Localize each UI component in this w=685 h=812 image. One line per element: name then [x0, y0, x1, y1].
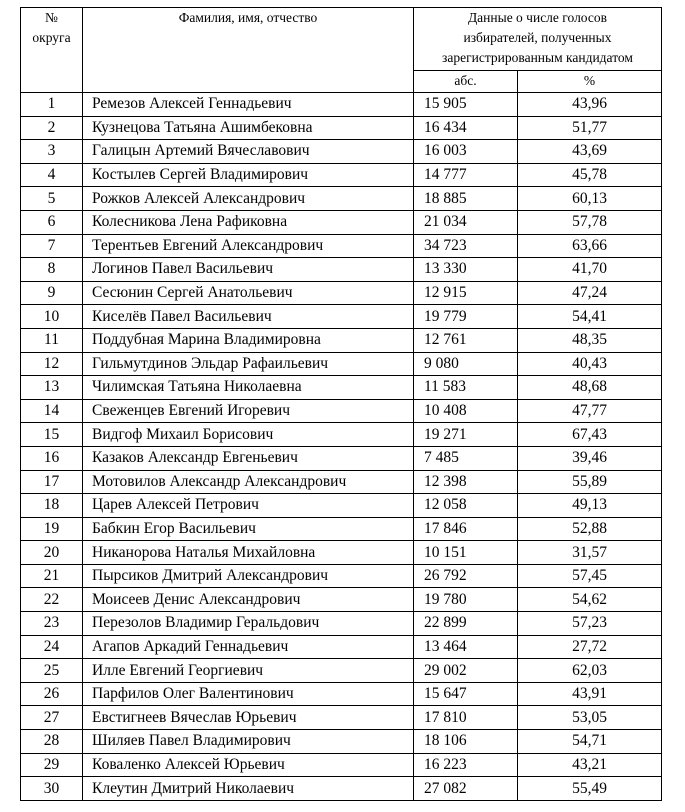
votes-percent-cell: 43,91 [518, 682, 662, 706]
votes-absolute-cell: 12 398 [414, 470, 518, 494]
header-absolute: абс. [414, 71, 518, 93]
table-row [21, 659, 662, 683]
candidate-name-cell: Мотовилов Александр Александрович [83, 470, 414, 494]
district-number-cell: 4 [21, 163, 83, 187]
district-number-cell: 27 [21, 706, 83, 730]
district-number-cell: 30 [21, 777, 83, 801]
votes-absolute-cell: 18 106 [414, 730, 518, 754]
votes-percent-cell: 55,89 [518, 470, 662, 494]
table-row [21, 281, 662, 305]
table-row [21, 682, 662, 706]
results-table [20, 7, 662, 801]
candidate-name-cell: Никанорова Наталья Михайловна [83, 541, 414, 565]
votes-absolute-cell: 16 003 [414, 140, 518, 164]
votes-percent-cell: 57,23 [518, 612, 662, 636]
votes-absolute-cell: 34 723 [414, 234, 518, 258]
candidate-name-cell: Киселёв Павел Васильевич [83, 305, 414, 329]
votes-absolute-cell: 19 271 [414, 423, 518, 447]
candidate-name-cell: Казаков Александр Евгеньевич [83, 446, 414, 470]
votes-percent-cell: 54,71 [518, 730, 662, 754]
votes-percent-cell: 51,77 [518, 116, 662, 140]
votes-absolute-cell: 9 080 [414, 352, 518, 376]
district-number-cell: 3 [21, 140, 83, 164]
table-row [21, 328, 662, 352]
votes-percent-cell: 45,78 [518, 163, 662, 187]
table-row [21, 777, 662, 801]
district-number-cell: 22 [21, 588, 83, 612]
table-row [21, 258, 662, 282]
candidate-name-cell: Бабкин Егор Васильевич [83, 517, 414, 541]
votes-absolute-cell: 13 464 [414, 635, 518, 659]
table-row [21, 376, 662, 400]
table-row [21, 541, 662, 565]
votes-absolute-cell: 10 151 [414, 541, 518, 565]
candidate-name-cell: Свеженцев Евгений Игоревич [83, 399, 414, 423]
candidate-name-cell: Костылев Сергей Владимирович [83, 163, 414, 187]
header-percent: % [518, 71, 662, 93]
candidate-name-cell: Терентьев Евгений Александрович [83, 234, 414, 258]
candidate-name-cell: Колесникова Лена Рафиковна [83, 210, 414, 234]
votes-absolute-cell: 12 915 [414, 281, 518, 305]
district-number-cell: 29 [21, 753, 83, 777]
district-number-cell: 7 [21, 234, 83, 258]
district-number-cell: 17 [21, 470, 83, 494]
candidate-name-cell: Парфилов Олег Валентинович [83, 682, 414, 706]
table-row [21, 517, 662, 541]
votes-percent-cell: 39,46 [518, 446, 662, 470]
votes-absolute-cell: 17 810 [414, 706, 518, 730]
table-row [21, 93, 662, 117]
votes-absolute-cell: 27 082 [414, 777, 518, 801]
district-number-cell: 6 [21, 210, 83, 234]
district-number-cell: 26 [21, 682, 83, 706]
district-number-cell: 15 [21, 423, 83, 447]
votes-percent-cell: 52,88 [518, 517, 662, 541]
votes-percent-cell: 62,03 [518, 659, 662, 683]
candidate-name-cell: Клеутин Дмитрий Николаевич [83, 777, 414, 801]
candidate-name-cell: Царев Алексей Петрович [83, 494, 414, 518]
votes-percent-cell: 54,62 [518, 588, 662, 612]
candidate-name-cell: Логинов Павел Васильевич [83, 258, 414, 282]
votes-absolute-cell: 16 434 [414, 116, 518, 140]
votes-absolute-cell: 22 899 [414, 612, 518, 636]
table-row [21, 399, 662, 423]
votes-percent-cell: 67,43 [518, 423, 662, 447]
table-row [21, 470, 662, 494]
table-row [21, 234, 662, 258]
votes-absolute-cell: 12 761 [414, 328, 518, 352]
candidate-name-cell: Видгоф Михаил Борисович [83, 423, 414, 447]
table-row [21, 187, 662, 211]
district-number-cell: 2 [21, 116, 83, 140]
votes-absolute-cell: 15 905 [414, 93, 518, 117]
votes-absolute-cell: 19 779 [414, 305, 518, 329]
district-number-cell: 18 [21, 494, 83, 518]
votes-percent-cell: 57,45 [518, 564, 662, 588]
votes-absolute-cell: 18 885 [414, 187, 518, 211]
votes-percent-cell: 48,35 [518, 328, 662, 352]
table-row [21, 140, 662, 164]
candidate-name-cell: Гильмутдинов Эльдар Рафаильевич [83, 352, 414, 376]
district-number-cell: 19 [21, 517, 83, 541]
votes-absolute-cell: 16 223 [414, 753, 518, 777]
votes-percent-cell: 31,57 [518, 541, 662, 565]
candidate-name-cell: Агапов Аркадий Геннадьевич [83, 635, 414, 659]
votes-percent-cell: 40,43 [518, 352, 662, 376]
candidate-name-cell: Рожков Алексей Александрович [83, 187, 414, 211]
district-number-cell: 23 [21, 612, 83, 636]
header-full-name: Фамилия, имя, отчество [83, 8, 414, 93]
votes-absolute-cell: 26 792 [414, 564, 518, 588]
district-number-cell: 14 [21, 399, 83, 423]
district-number-cell: 11 [21, 328, 83, 352]
header-district-number: № округа [21, 8, 83, 93]
candidate-name-cell: Сесюнин Сергей Анатольевич [83, 281, 414, 305]
votes-absolute-cell: 11 583 [414, 376, 518, 400]
votes-absolute-cell: 10 408 [414, 399, 518, 423]
votes-percent-cell: 49,13 [518, 494, 662, 518]
table-row [21, 612, 662, 636]
candidate-name-cell: Илле Евгений Георгиевич [83, 659, 414, 683]
table-row [21, 753, 662, 777]
table-row [21, 564, 662, 588]
votes-percent-cell: 48,68 [518, 376, 662, 400]
district-number-cell: 10 [21, 305, 83, 329]
table-row [21, 423, 662, 447]
district-number-cell: 5 [21, 187, 83, 211]
table-row [21, 305, 662, 329]
candidate-name-cell: Моисеев Денис Александрович [83, 588, 414, 612]
district-number-cell: 24 [21, 635, 83, 659]
table-row [21, 210, 662, 234]
table-row [21, 706, 662, 730]
candidate-name-cell: Ремезов Алексей Геннадьевич [83, 93, 414, 117]
table-row [21, 116, 662, 140]
district-number-cell: 20 [21, 541, 83, 565]
table-row [21, 352, 662, 376]
votes-absolute-cell: 21 034 [414, 210, 518, 234]
district-number-cell: 8 [21, 258, 83, 282]
table-row [21, 635, 662, 659]
table-row [21, 494, 662, 518]
votes-percent-cell: 43,96 [518, 93, 662, 117]
candidate-name-cell: Кузнецова Татьяна Ашимбековна [83, 116, 414, 140]
votes-percent-cell: 47,77 [518, 399, 662, 423]
district-number-cell: 16 [21, 446, 83, 470]
votes-percent-cell: 43,21 [518, 753, 662, 777]
votes-percent-cell: 60,13 [518, 187, 662, 211]
votes-percent-cell: 43,69 [518, 140, 662, 164]
votes-absolute-cell: 7 485 [414, 446, 518, 470]
votes-percent-cell: 55,49 [518, 777, 662, 801]
candidate-name-cell: Перезолов Владимир Геральдович [83, 612, 414, 636]
candidate-name-cell: Евстигнеев Вячеслав Юрьевич [83, 706, 414, 730]
votes-percent-cell: 63,66 [518, 234, 662, 258]
votes-percent-cell: 41,70 [518, 258, 662, 282]
votes-absolute-cell: 15 647 [414, 682, 518, 706]
table-row [21, 730, 662, 754]
candidate-name-cell: Шиляев Павел Владимирович [83, 730, 414, 754]
table-row [21, 446, 662, 470]
district-number-cell: 25 [21, 659, 83, 683]
candidate-name-cell: Пырсиков Дмитрий Александрович [83, 564, 414, 588]
candidate-name-cell: Коваленко Алексей Юрьевич [83, 753, 414, 777]
votes-percent-cell: 57,78 [518, 210, 662, 234]
district-number-cell: 28 [21, 730, 83, 754]
district-number-cell: 1 [21, 93, 83, 117]
votes-absolute-cell: 29 002 [414, 659, 518, 683]
votes-absolute-cell: 17 846 [414, 517, 518, 541]
votes-percent-cell: 27,72 [518, 635, 662, 659]
candidate-name-cell: Галицын Артемий Вячеславович [83, 140, 414, 164]
district-number-cell: 13 [21, 376, 83, 400]
district-number-cell: 9 [21, 281, 83, 305]
votes-percent-cell: 47,24 [518, 281, 662, 305]
votes-percent-cell: 53,05 [518, 706, 662, 730]
district-number-cell: 21 [21, 564, 83, 588]
votes-absolute-cell: 19 780 [414, 588, 518, 612]
table-row [21, 163, 662, 187]
table-row [21, 588, 662, 612]
candidate-name-cell: Чилимская Татьяна Николаевна [83, 376, 414, 400]
votes-absolute-cell: 13 330 [414, 258, 518, 282]
header-votes-data: Данные о числе голосов избирателей, полученных зарегистрированным кандидатом [414, 8, 662, 71]
district-number-cell: 12 [21, 352, 83, 376]
votes-percent-cell: 54,41 [518, 305, 662, 329]
votes-absolute-cell: 14 777 [414, 163, 518, 187]
votes-absolute-cell: 12 058 [414, 494, 518, 518]
candidate-name-cell: Поддубная Марина Владимировна [83, 328, 414, 352]
